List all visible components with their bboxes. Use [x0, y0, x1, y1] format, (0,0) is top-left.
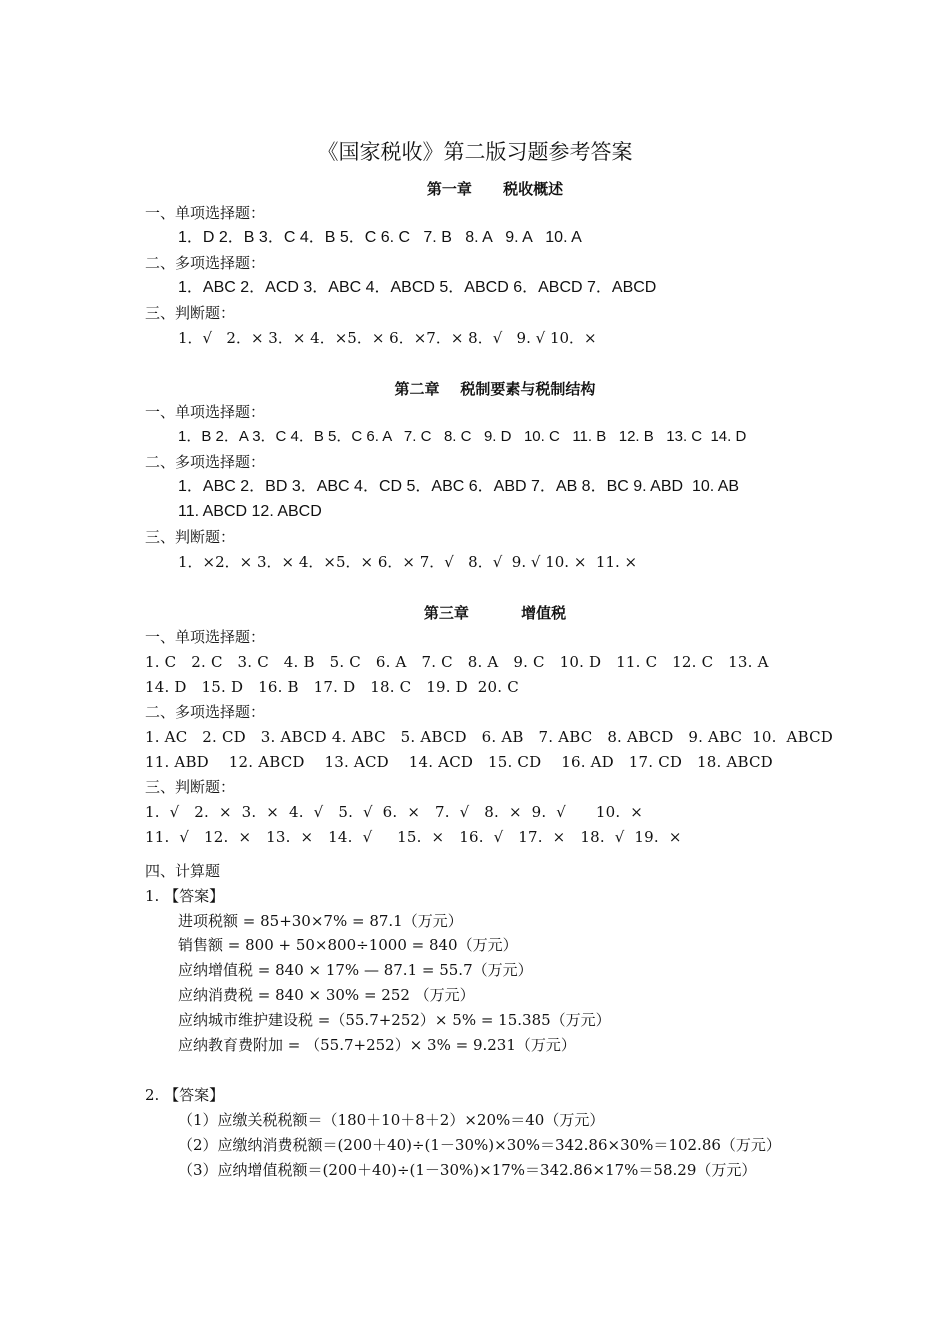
- section-multiple-choice: 二、多项选择题：: [145, 703, 266, 721]
- answer-line: 1．ABC 2．BD 3．ABC 4．CD 5．ABC 6．ABD 7．AB 8．BC 9. ABD 10. AB: [178, 478, 740, 495]
- calc-line: 销售额 = 800 + 50×800÷1000 = 840（万元）: [178, 936, 518, 954]
- calc-line: （2）应缴纳消费税额＝(200＋40)÷(1－30%)×30%＝342.86×30%＝102.86（万元）: [178, 1136, 781, 1154]
- answer-line: 1．×2．× 3．× 4．×5．× 6．× 7．√ 8．√ 9. √ 10. × 11. ×: [178, 553, 638, 571]
- section-true-false: 三、判断题：: [145, 304, 236, 322]
- calc-line: 应纳消费税 = 840 × 30% = 252 （万元）: [178, 986, 475, 1004]
- section-single-choice: 一、单项选择题：: [145, 628, 266, 646]
- chapter-1-heading: 第一章 税收概述: [426, 180, 564, 198]
- calc-line: 进项税额 = 85+30×7% = 87.1（万元）: [178, 912, 463, 930]
- section-true-false: 三、判断题：: [145, 528, 236, 546]
- document-title: 《国家税收》第二版习题参考答案: [317, 140, 633, 164]
- chapter-3-heading: 第三章 增值税: [423, 604, 567, 622]
- section-multiple-choice: 二、多项选择题：: [145, 453, 266, 471]
- answer-line: 11. √ 12. × 13. × 14. √ 15. × 16. √ 17. × 18. √ 19. ×: [145, 828, 682, 846]
- answer-line: 11. ABD 12. ABCD 13. ACD 14. ACD 15. CD 16. AD 17. CD 18. ABCD: [145, 753, 773, 771]
- calc-line: 应纳增值税 = 840 × 17% — 87.1 = 55.7（万元）: [178, 961, 533, 979]
- calc-line: 应纳城市维护建设税 =（55.7+252）× 5% = 15.385（万元）: [178, 1011, 611, 1029]
- calc-line: （1）应缴关税税额＝（180＋10＋8＋2）×20%＝40（万元）: [178, 1111, 605, 1129]
- section-true-false: 三、判断题：: [145, 778, 236, 796]
- answer-2-label: 2. 【答案】: [145, 1086, 225, 1104]
- answer-1-label: 1. 【答案】: [145, 887, 225, 905]
- answer-line: 1. √ 2. × 3. × 4. √ 5. √ 6. × 7. √ 8. × 9. √ 10. ×: [145, 803, 644, 821]
- answer-line: 1. AC 2. CD 3. ABCD 4. ABC 5. ABCD 6. AB 7. ABC 8. ABCD 9. ABC 10. ABCD: [145, 728, 833, 746]
- calc-line: （3）应纳增值税额＝(200＋40)÷(1－30%)×17%＝342.86×17%＝58.29（万元）: [178, 1161, 757, 1179]
- answer-line: 1. C 2. C 3. C 4. B 5. C 6. A 7. C 8. A 9. C 10. D 11. C 12. C 13. A: [145, 653, 769, 671]
- section-multiple-choice: 二、多项选择题：: [145, 254, 266, 272]
- answer-line: 11. ABCD 12. ABCD: [178, 503, 322, 520]
- section-single-choice: 一、单项选择题：: [145, 403, 266, 421]
- answer-line: 14. D 15. D 16. B 17. D 18. C 19. D 20. C: [145, 678, 519, 696]
- answer-line: 1．ABC 2．ACD 3．ABC 4．ABCD 5．ABCD 6．ABCD 7．ABCD: [178, 279, 657, 296]
- answer-line: 1．D 2．B 3．C 4．B 5．C 6. C 7. B 8. A 9. A 10. A: [178, 229, 582, 246]
- section-single-choice: 一、单项选择题：: [145, 204, 266, 222]
- answer-line: 1．B 2．A 3．C 4．B 5．C 6. A 7. C 8. C 9. D 10. C 11. B 12. B 13. C 14. D: [178, 428, 747, 445]
- answer-line: 1．√ 2．× 3．× 4．×5．× 6．×7．× 8．√ 9. √ 10．×: [178, 329, 597, 347]
- section-calculation: 四、计算题: [145, 862, 221, 880]
- calc-line: 应纳教育费附加 = （55.7+252）× 3% = 9.231（万元）: [178, 1036, 576, 1054]
- chapter-2-heading: 第二章 税制要素与税制结构: [394, 380, 596, 398]
